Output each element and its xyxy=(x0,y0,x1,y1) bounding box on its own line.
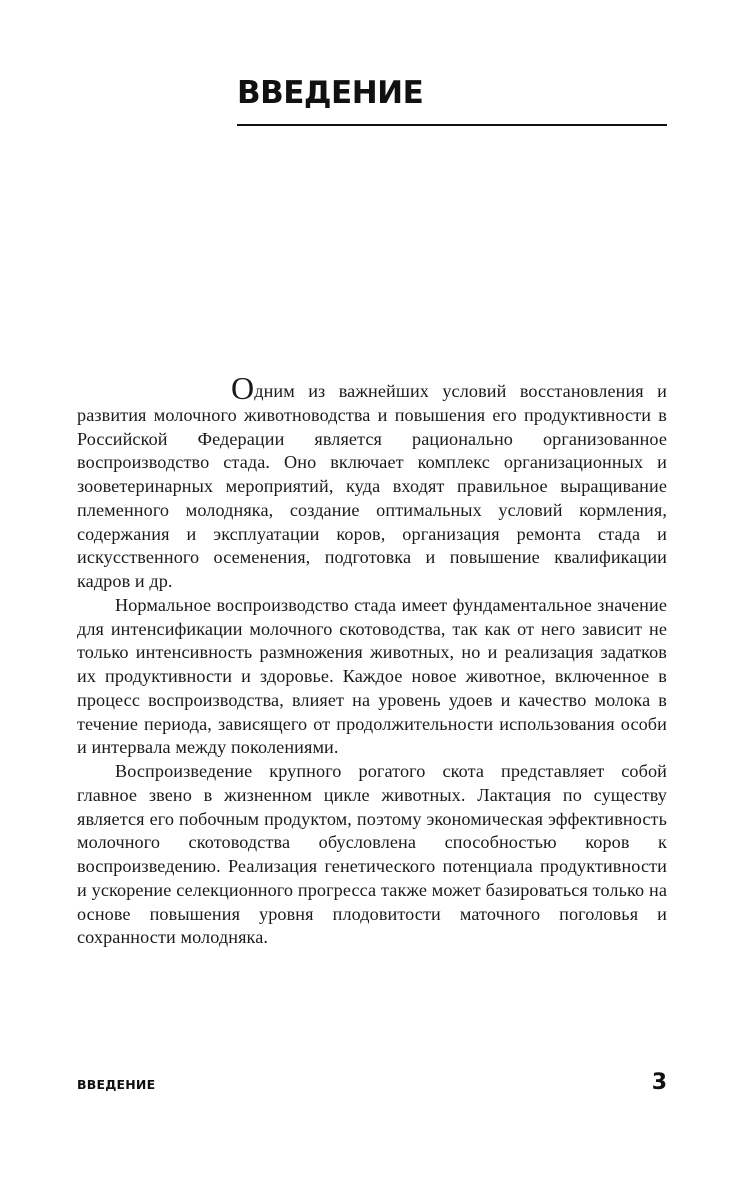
paragraph-1-text: дним из важнейших условий восстановления и развития молочного животноводства и повышения его продуктивности в Российской Федерации является рационально организованное воспроизводство стада. Оно включает комплекс организационных и зооветеринарных мероприятий, куда входят правильное выращивание племенного молодняка, создание оптимальных условий кормления, содержания и эксплуатации коров, организация ремонта стада и искусственного осеменения, подготовка и повышение квалификации кадров и др. xyxy=(77,381,667,591)
chapter-title: ВВЕДЕНИЕ xyxy=(237,75,424,111)
lead-spacer xyxy=(77,396,231,397)
drop-cap: О xyxy=(231,370,255,406)
paragraph-3: Воспроизведение крупного рогатого скота представляет собой главное звено в жизненном цикле животных. Лактация по существу является его побочным продуктом, поэтому экономическая эффективность молочного скотоводства обусловлена способностью коров к воспроизведению. Реализация генетического потенциала продуктивности и ускорение селекционного прогресса также может базироваться только на основе повышения уровня плодовитости маточного поголовья и сохранности молодняка. xyxy=(77,761,667,948)
title-rule xyxy=(237,124,667,126)
body-text xyxy=(77,370,667,950)
paragraph-2: Нормальное воспроизводство стада имеет фундаментальное значение для интенсификации молочного скотоводства, так как от него зависит не только интенсивность размножения животных, но и реализация задатков их продуктивности и здоровье. Каждое новое животное, включенное в процесс воспроизводства, влияет на уровень удоев и качество молока в течение периода, зависящего от продолжительности использования особи и интервала между поколениями. xyxy=(77,594,667,758)
paragraph-1 xyxy=(77,370,667,594)
running-footer-title: ВВЕДЕНИЕ xyxy=(77,1077,156,1092)
page-number: 3 xyxy=(651,1070,667,1095)
